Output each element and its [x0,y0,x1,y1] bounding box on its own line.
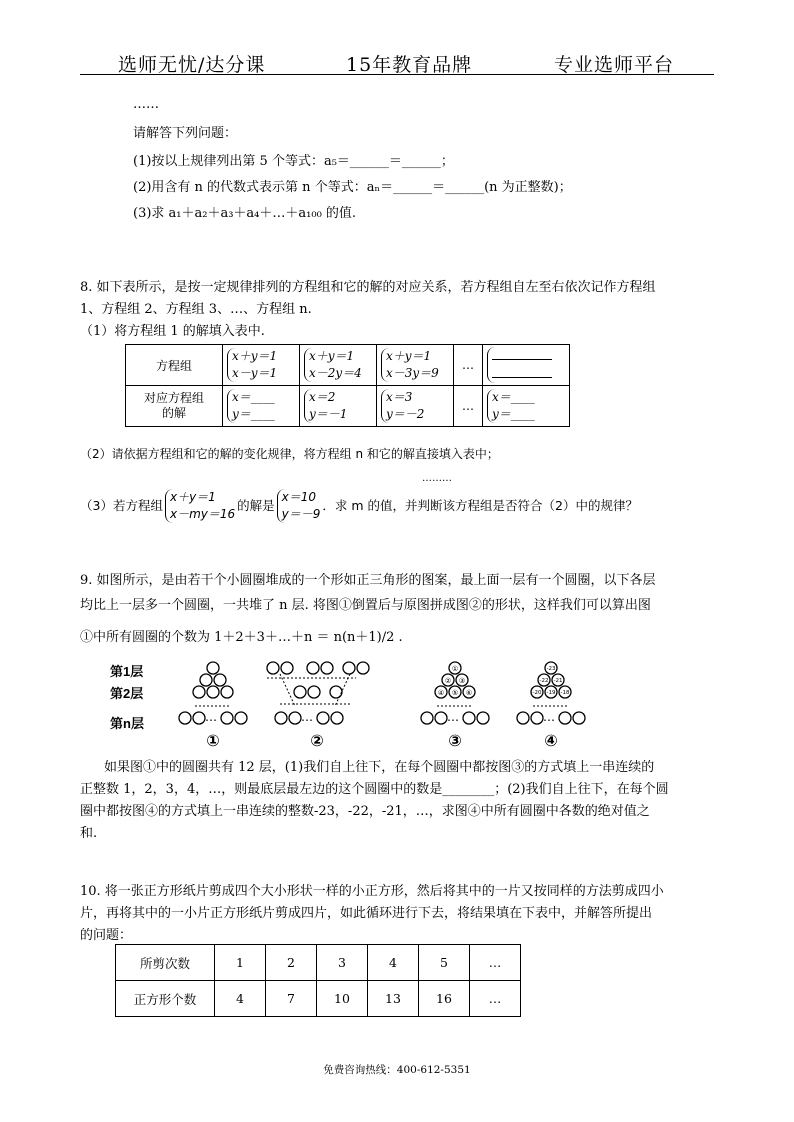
fig-label-4: ④ [544,731,558,748]
q9-para1: 如果图①中的圆圈共有 12 层，(1)我们自上往下，在每个圆圈中都按图③的方式填上一串连续的 [104,760,655,775]
q7-part1: (1)按以上规律列出第 5 个等式：a₅＝______＝______； [133,154,454,169]
q10-table [115,944,521,1017]
q8-sub3-dots: ……… [422,473,452,484]
fig4-num-4: -20 [532,690,542,696]
fig4-num-1: -23 [546,666,556,672]
q10-row-squares: 正方形个数 4 7 10 13 16 … [116,981,521,1017]
header-rule [80,74,714,75]
page-header [0,44,794,78]
fig-label-2: ② [310,731,324,748]
svg-text:…: … [205,710,217,724]
q7-dots: …… [133,97,159,112]
q7-intro: 请解答下列问题： [133,126,238,141]
fig-label-3: ③ [448,731,462,748]
label-layer-1: 第1层 [110,664,144,679]
svg-text:…: … [301,710,313,724]
q8-line1: 8. 如下表所示，是按一定规律排列的方程组和它的解的对应关系，若方程组自左至右依次记作方程组 [80,280,656,295]
q10-line1: 10. 将一张正方形纸片剪成四个大小形状一样的小正方形，然后将其中的一片又按同样的方法剪成四小 [80,884,664,899]
q8-solution-3: x＝3 y＝－2 [381,389,424,423]
fig3-num-3: ③ [458,677,466,685]
q9-line3: ①中所有圆圈的个数为 1＋2＋3＋…＋n ＝ n(n＋1)/2 . [80,630,403,645]
q10-header-squares: 正方形个数 [116,981,215,1017]
svg-text:…: … [447,710,459,724]
fig4-num-2: -22 [539,678,549,684]
fig4-num-3: -21 [553,678,563,684]
fig4-num-6: -18 [560,690,570,696]
q8-system-3: x＋y＝1 x－3y＝9 [381,348,439,382]
q8-row1-header: 方程组 [126,345,223,386]
q8-sub2: （2）请依据方程组和它的解的变化规律，将方程组 n 和它的解直接填入表中； [80,447,499,461]
fig3-num-4: ④ [437,689,445,697]
fig3-num-1: ① [451,665,459,673]
q8-solution-1[interactable]: x＝____ y＝____ [227,389,275,423]
q8-line2: 1、方程组 2、方程组 3、…、方程组 n. [80,302,312,317]
q8-system-2: x＋y＝1 x－2y＝4 [304,348,362,382]
fig-label-1: ① [206,731,220,748]
q10-row-cuts: 所剪次数 1 2 3 4 5 … [116,945,521,981]
q8-solution-2: x＝2 y＝－1 [304,389,347,423]
svg-text:…: … [543,710,555,724]
q8-row2-header: 对应方程组 的解 [126,386,223,427]
q9-para2: 正整数 1，2，3，4，…，则最底层最左边的这个圆圈中的数是________；(2)我们自上往下，在每个圆 [80,782,669,797]
q10-header-cuts: 所剪次数 [116,945,215,981]
q8-ellipsis-1: … [454,345,483,386]
q9-para3: 圈中都按图④的方式填上一串连续的整数-23，-22，-21，…，求图④中所有圆圈中各数的绝对值之 [80,804,650,819]
q9-para4: 和. [80,826,98,841]
q9-line1: 9. 如图所示，是由若干个小圆圈堆成的一个形如正三角形的图案，最上面一层有一个圆圈，以下各层 [80,573,656,588]
q7-part2: (2)用含有 n 的代数式表示第 n 个等式：aₙ＝______＝______(n 为正整数)； [133,180,572,195]
fig3-num-2: ② [444,677,452,685]
q10-line3: 的问题： [80,928,133,943]
header-platform: 专业选师平台 [554,54,675,76]
fig4-num-5: -19 [546,690,556,696]
label-layer-n: 第n层 [110,716,144,731]
q9-figure [110,656,600,748]
q8-sub1: （1）将方程组 1 的解填入表中. [80,324,265,339]
header-brand: 选师无忧/达分课 [118,54,266,76]
fig3-num-6: ⑥ [465,689,473,697]
q10-line2: 片，再将其中的一小片正方形纸片剪成四片，如此循环进行下去，将结果填在下表中，并解答所提出 [80,906,653,921]
q8-equation-table [125,344,570,427]
label-layer-2: 第2层 [110,686,144,701]
fig3-num-5: ⑤ [451,689,459,697]
q8-ellipsis-2: … [454,386,483,427]
q7-part3: (3)求 a₁＋a₂＋a₃＋a₄＋…＋a₁₀₀ 的值. [133,206,357,221]
page-footer: 免费咨询热线：400-612-5351 [323,1064,471,1076]
q8-system-n-blank[interactable] [487,347,552,383]
q8-system-1: x＋y＝1 x－y＝1 [227,348,277,382]
q8-sub3: （3）若方程组 x＋y＝1 x－my＝16 的解是 x＝10 y＝－9 ．求 m 的值，并判断该方程组是否符合（2）中的规律？ [80,490,638,521]
q9-line2: 均比上一层多一个圆圈，一共堆了 n 层. 将图①倒置后与原图拼成图②的形状，这样我们可以算出图 [80,598,651,613]
q8-solution-n[interactable]: x＝____ y＝____ [487,389,535,423]
header-slogan: 15年教育品牌 [346,54,473,76]
